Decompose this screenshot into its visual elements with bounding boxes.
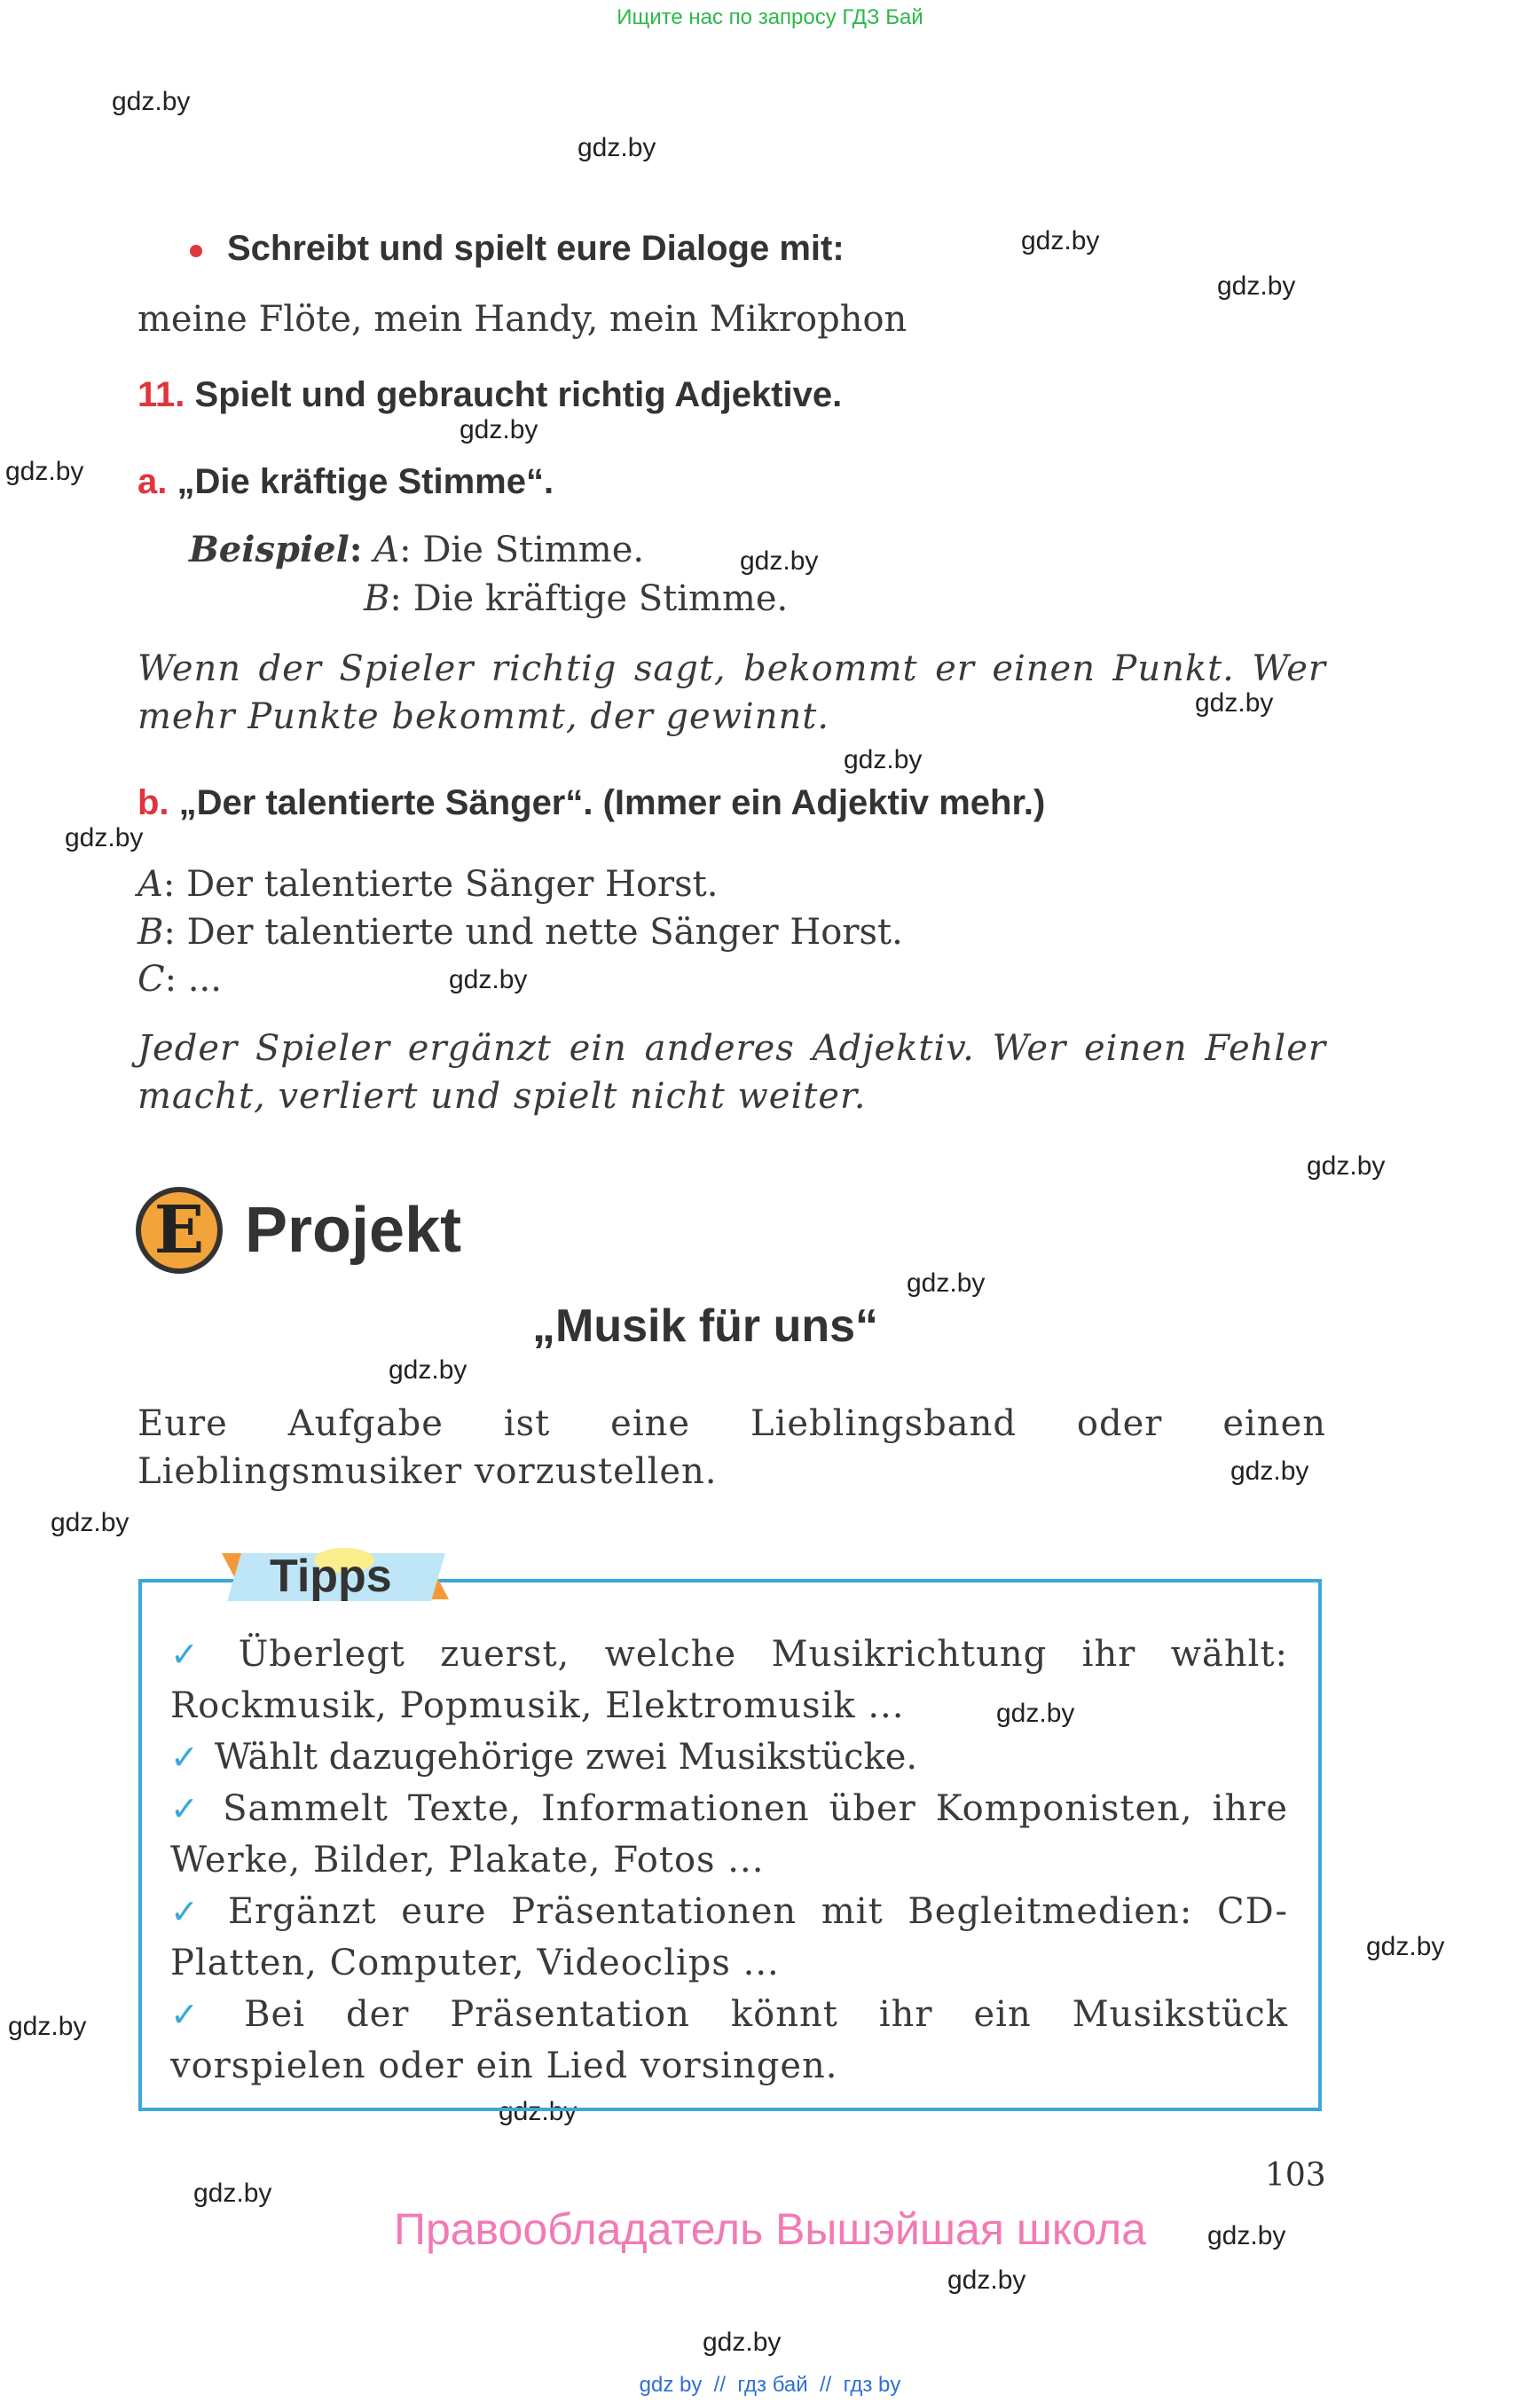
projekt-logo-icon: E — [136, 1187, 223, 1274]
part-b-label: b. — [138, 783, 169, 822]
copyright-notice: Правообладатель Вышэйшая школа — [394, 2204, 1146, 2254]
watermark: gdz.by — [51, 1508, 130, 1537]
check-icon: ✓ — [170, 1995, 229, 2034]
example-b-line — [364, 575, 788, 623]
speaker: B — [138, 912, 164, 953]
tipps-label: Tipps — [270, 1551, 392, 1602]
line-text: : Der talentierte Sänger Horst. — [162, 864, 719, 905]
watermark: gdz.by — [1021, 226, 1100, 255]
part-a-label: a. — [138, 462, 168, 501]
tipps-item — [170, 1629, 1288, 1732]
check-icon: ✓ — [170, 1635, 223, 1674]
watermark: gdz.by — [740, 546, 819, 576]
check-icon: ✓ — [170, 1892, 212, 1931]
speaker-a: A — [373, 530, 400, 570]
dialog-heading: Schreibt und spielt eure Dialoge mit: — [227, 229, 845, 268]
tipps-banner — [222, 1548, 451, 1606]
watermark: gdz.by — [460, 415, 538, 444]
check-icon: ✓ — [170, 1738, 199, 1777]
footer-links[interactable]: gdz by // гдз бай // гдз by — [639, 2373, 901, 2397]
part-a-title — [138, 462, 554, 502]
projekt-heading: Projekt — [245, 1195, 462, 1266]
watermark: gdz.by — [1207, 2221, 1286, 2250]
watermark: gdz.by — [5, 457, 84, 486]
tipps-item — [170, 1783, 1288, 1886]
watermark: gdz.by — [703, 2328, 782, 2357]
exercise-11-title — [138, 375, 842, 415]
line-text: : Der talentierte und nette Sänger Horst. — [163, 912, 903, 953]
watermark: gdz.by — [844, 745, 923, 774]
line-text: : ... — [164, 959, 222, 1000]
tipps-item — [170, 1886, 1288, 1989]
watermark: gdz.by — [193, 2179, 272, 2208]
part-b-title — [138, 783, 1045, 823]
example-label: Beispiel — [189, 529, 350, 570]
watermark: gdz.by — [65, 823, 144, 852]
watermark: gdz.by — [1217, 271, 1296, 301]
tipps-item-text: Überlegt zuerst, welche Musikrichtung ihr wählt: Rockmusik, Popmusik, Elektromusik ... — [170, 1634, 1288, 1726]
part-b-line-b — [138, 908, 903, 956]
tipps-item-text: Ergänzt eure Präsentationen mit Begleitmedien: CD-Platten, Computer, Videoclips ... — [170, 1891, 1288, 1983]
part-b-rule: Jeder Spieler ergänzt ein anderes Adjektiv. Wer einen Fehler macht, verliert und spielt nicht weiter. — [138, 1028, 1326, 1117]
part-b-line-c — [138, 955, 222, 1003]
watermark: gdz.by — [1307, 1151, 1386, 1181]
speaker: C — [138, 959, 165, 1000]
exercise-title: Spielt und gebraucht richtig Adjektive. — [194, 375, 843, 414]
tipps-item-text: Bei der Präsentation könnt ihr ein Musikstück vorspielen oder ein Lied vorsingen. — [170, 1994, 1289, 2086]
projekt-subtitle: „Musik für uns“ — [532, 1300, 879, 1352]
watermark: gdz.by — [996, 1699, 1075, 1728]
watermark: gdz.by — [578, 133, 656, 162]
dialog-items: meine Flöte, mein Handy, mein Mikrophon — [138, 299, 908, 340]
watermark: gdz.by — [1230, 1457, 1309, 1486]
example-b-text: : Die kräftige Stimme. — [389, 578, 789, 619]
page-number: 103 — [1265, 2157, 1326, 2194]
tipps-item — [170, 1732, 1288, 1783]
tipps-item-text: Sammelt Texte, Informationen über Komponisten, ihre Werke, Bilder, Plakate, Fotos ... — [170, 1788, 1288, 1881]
watermark: gdz.by — [112, 87, 191, 116]
speaker-b: B — [364, 578, 390, 619]
exercise-number: 11. — [138, 375, 185, 414]
part-b-line-a — [138, 860, 718, 908]
part-a-rule: Wenn der Spieler richtig sagt, bekommt er einen Punkt. Wer mehr Punkte bekommt, der gewinnt. — [138, 648, 1326, 737]
watermark: gdz.by — [1195, 688, 1274, 718]
part-b-text: „Der talentierte Sänger“. (Immer ein Adjektiv mehr.) — [178, 783, 1046, 822]
watermark: gdz.by — [1366, 1932, 1445, 1961]
bullet-icon — [190, 245, 202, 257]
tipps-item-text: Wählt dazugehörige zwei Musikstücke. — [214, 1737, 918, 1778]
watermark: gdz.by — [907, 1268, 986, 1298]
speaker: A — [138, 864, 163, 905]
watermark: gdz.by — [8, 2012, 87, 2041]
watermark: gdz.by — [449, 965, 528, 994]
check-icon: ✓ — [170, 1789, 208, 1828]
part-a-text: „Die kräftige Stimme“. — [177, 462, 554, 501]
example-a-line: Beispiel: A: Die Stimme. — [189, 529, 645, 570]
projekt-intro: Eure Aufgabe ist eine Lieblingsband oder einen Lieblingsmusiker vorzustellen. — [138, 1403, 1326, 1492]
tipps-item — [170, 1989, 1288, 2092]
example-a-text: : Die Stimme. — [399, 530, 645, 570]
watermark: gdz.by — [947, 2266, 1026, 2295]
top-search-hint: Ищите нас по запросу ГДЗ Бай — [617, 5, 923, 29]
watermark: gdz.by — [499, 2097, 578, 2126]
watermark: gdz.by — [389, 1355, 468, 1385]
